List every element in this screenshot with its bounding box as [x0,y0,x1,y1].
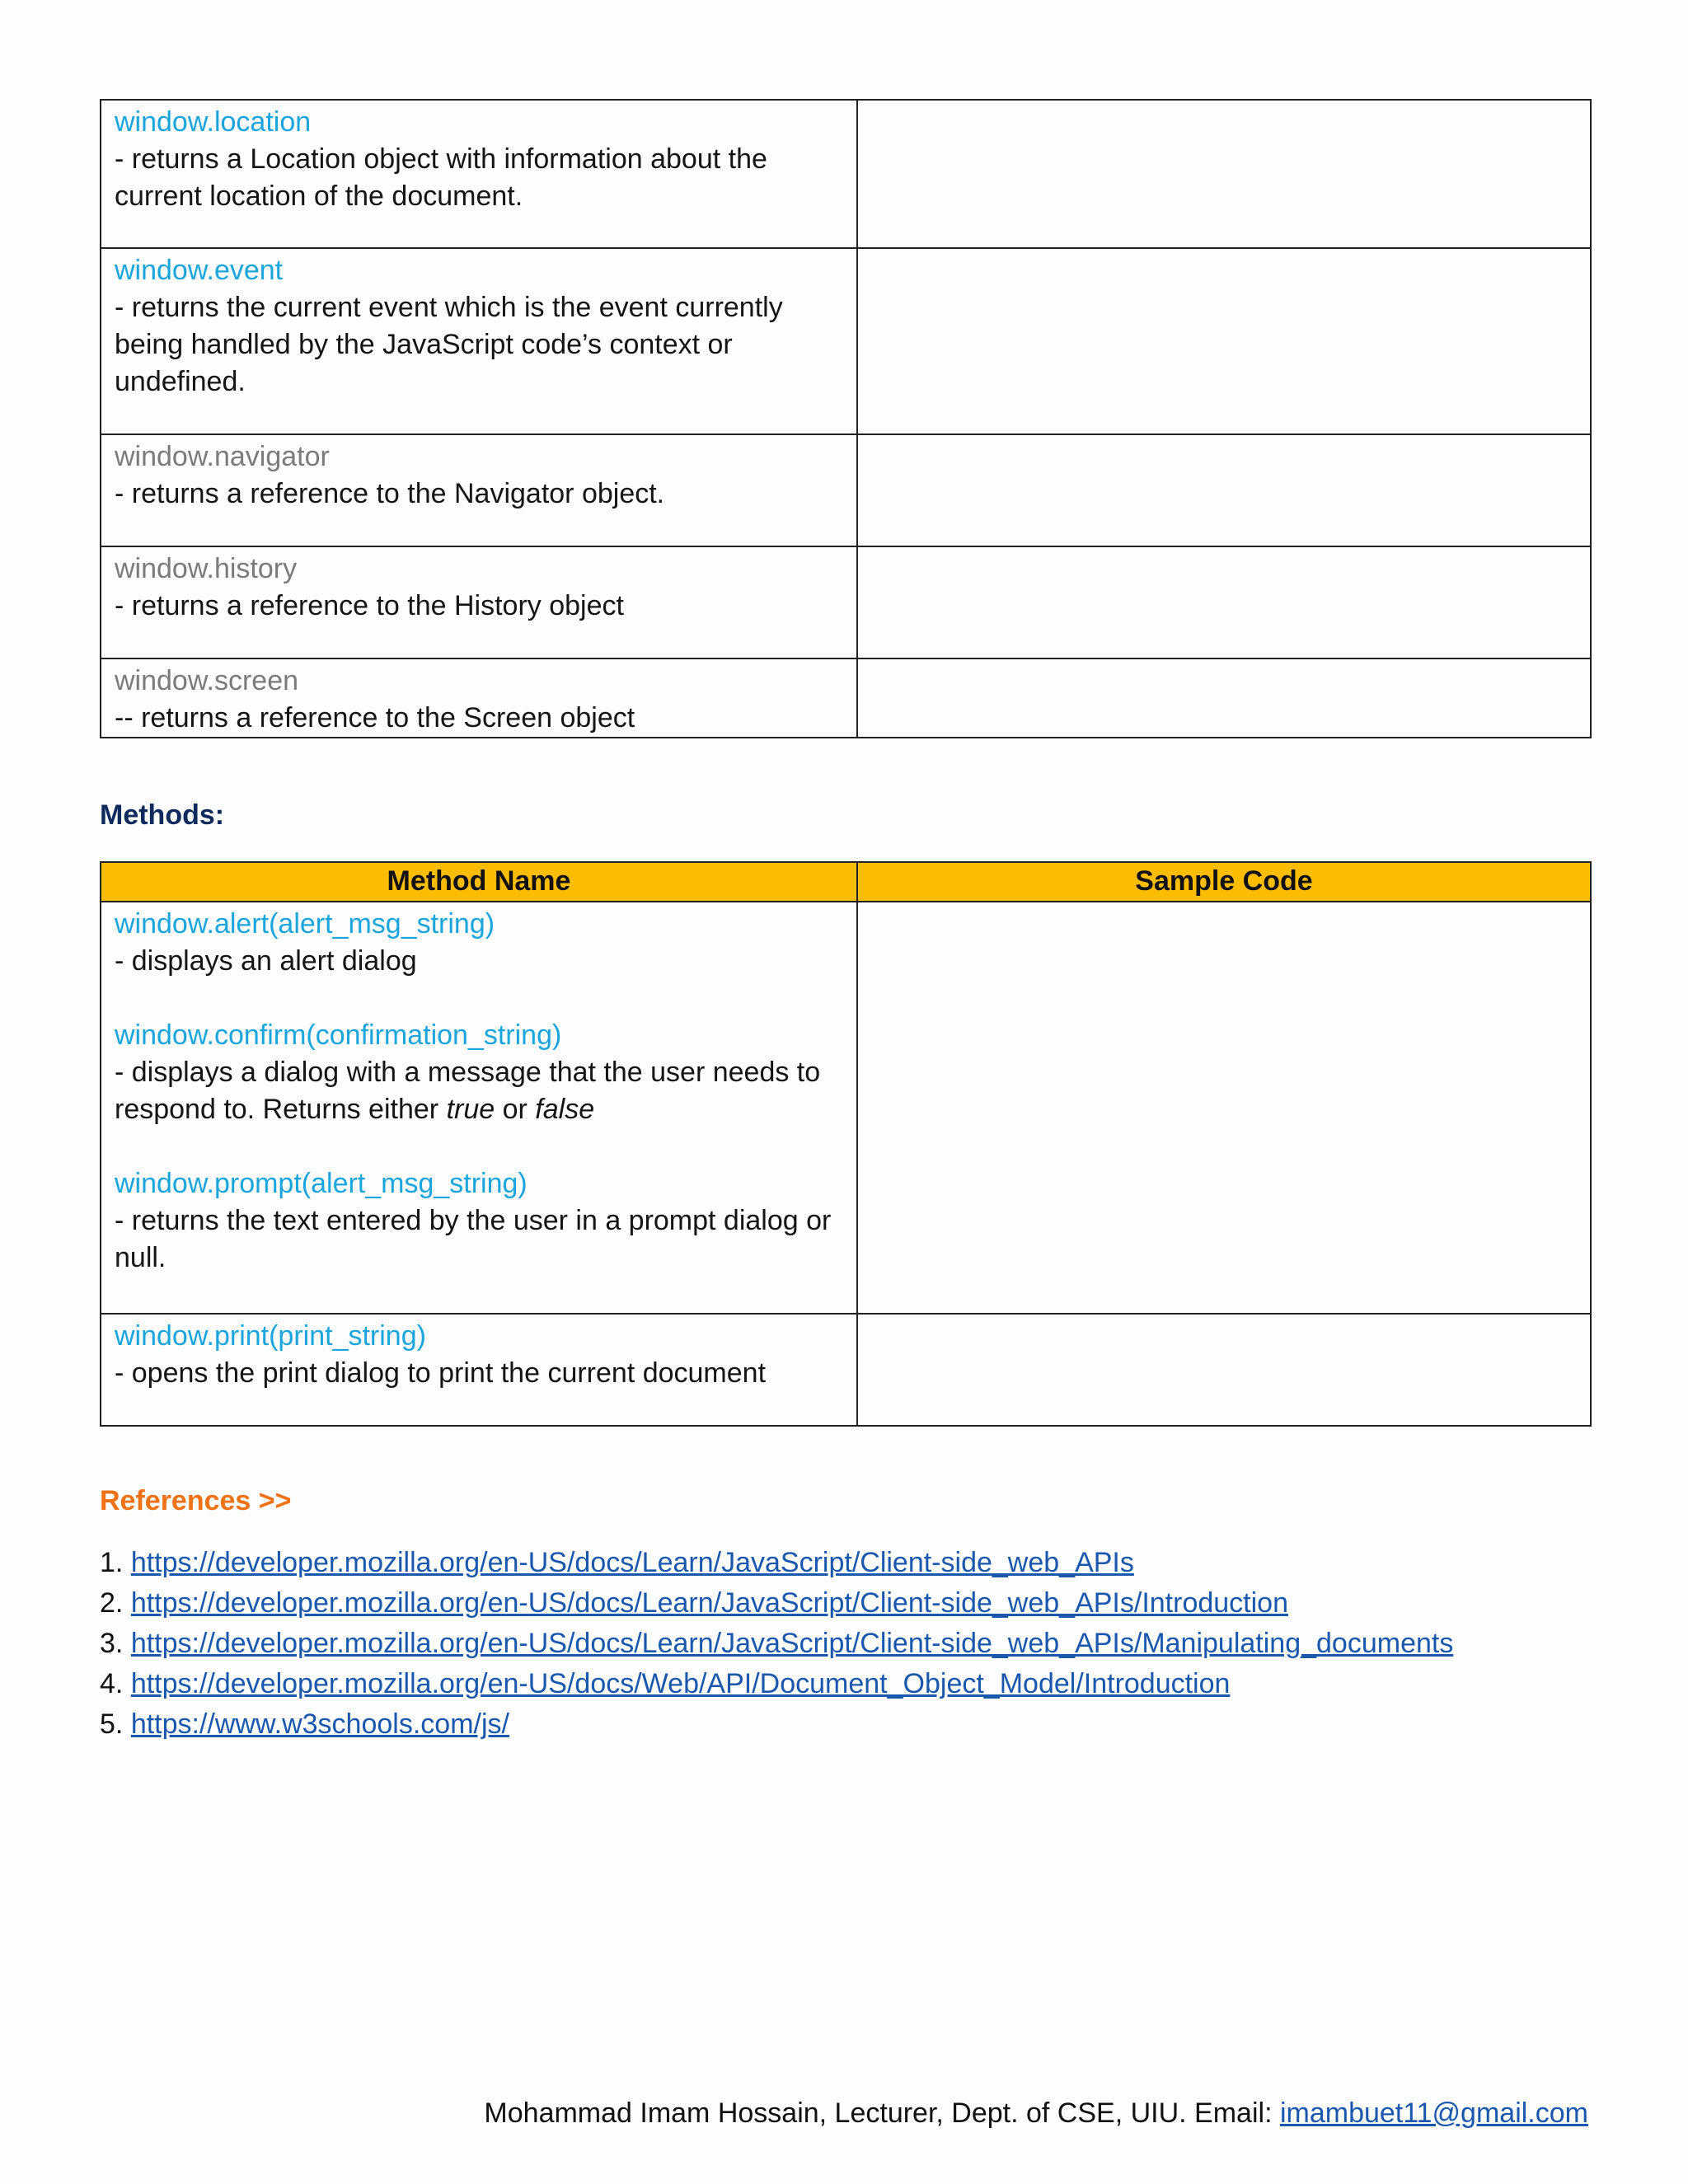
property-name: window.event [115,255,284,286]
method-description: - displays an alert dialog [115,945,417,977]
method-description: - returns the text entered by the user in a prompt dialog or null. [115,1205,832,1273]
sample-code-cell[interactable] [857,100,1591,248]
method-name: window.prompt(alert_msg_string) [115,1168,528,1199]
list-item: 1. https://developer.mozilla.org/en-US/docs/Learn/JavaScript/Client-side_web_APIs [100,1547,1134,1578]
method-name: window.print(print_string) [115,1320,426,1352]
methods-table [100,861,1592,1427]
table-row [101,902,1591,1314]
property-name: window.screen [115,665,299,696]
references-list [100,1543,1453,1745]
reference-link[interactable]: https://developer.mozilla.org/en-US/docs/Learn/JavaScript/Client-side_web_APIs/Introduction [130,1587,1288,1619]
properties-table [100,99,1592,738]
footer-text: Mohammad Imam Hossain, Lecturer, Dept. of CSE, UIU. Email: [484,2097,1280,2129]
sample-code-cell[interactable] [857,434,1591,546]
column-header-method-name: Method Name [101,862,857,902]
sample-code-cell[interactable] [857,658,1591,738]
property-cell [101,434,857,546]
method-description: - opens the print dialog to print the current document [115,1357,767,1389]
list-item: 3. https://developer.mozilla.org/en-US/docs/Learn/JavaScript/Client-side_web_APIs/Manipulating_documents [100,1628,1454,1659]
method-cell [101,902,857,1314]
reference-link[interactable]: https://developer.mozilla.org/en-US/docs/Learn/JavaScript/Client-side_web_APIs [130,1547,1134,1578]
reference-link[interactable]: https://developer.mozilla.org/en-US/docs/Web/API/Document_Object_Model/Introduction [130,1668,1231,1699]
method-cell [101,1314,857,1426]
table-row [101,546,1591,658]
list-item: 5. https://www.w3schools.com/js/ [100,1708,509,1740]
property-description: - returns the current event which is the event currently being handled by the JavaScript code’s context or undefined. [115,292,783,397]
column-header-sample-code: Sample Code [857,862,1591,902]
table-row [101,248,1591,434]
property-description: - returns a reference to the Navigator object. [115,478,665,509]
property-cell [101,248,857,434]
property-description: - returns a Location object with information about the current location of the document. [115,143,767,212]
property-name: window.history [115,553,298,584]
reference-link[interactable]: https://www.w3schools.com/js/ [130,1708,509,1740]
list-item: 4. https://developer.mozilla.org/en-US/docs/Web/API/Document_Object_Model/Introduction [100,1668,1231,1699]
property-name: window.location [115,106,312,138]
methods-heading: Methods: [100,799,225,831]
method-name: window.alert(alert_msg_string) [115,908,495,940]
reference-link[interactable]: https://developer.mozilla.org/en-US/docs/Learn/JavaScript/Client-side_web_APIs/Manipulating_documents [130,1628,1454,1659]
page-footer [484,2097,1588,2130]
property-cell [101,546,857,658]
property-description: -- returns a reference to the Screen object [115,702,635,733]
table-row [101,100,1591,248]
sample-code-cell[interactable] [857,546,1591,658]
table-row [101,1314,1591,1426]
property-cell [101,100,857,248]
sample-code-cell[interactable] [857,1314,1591,1426]
property-description: - returns a reference to the History object [115,590,624,621]
references-heading: References >> [100,1485,292,1516]
footer-email-link[interactable]: imambuet11@gmail.com [1279,2097,1588,2129]
property-cell [101,658,857,738]
table-row [101,658,1591,738]
method-name: window.confirm(confirmation_string) [115,1019,562,1051]
table-row [101,434,1591,546]
sample-code-cell[interactable] [857,902,1591,1314]
table-header-row [101,862,1591,902]
method-description: - displays a dialog with a message that the user needs to respond to. Returns either true or false [115,1057,821,1125]
property-name: window.navigator [115,441,330,472]
sample-code-cell[interactable] [857,248,1591,434]
list-item: 2. https://developer.mozilla.org/en-US/docs/Learn/JavaScript/Client-side_web_APIs/Introduction [100,1587,1288,1619]
